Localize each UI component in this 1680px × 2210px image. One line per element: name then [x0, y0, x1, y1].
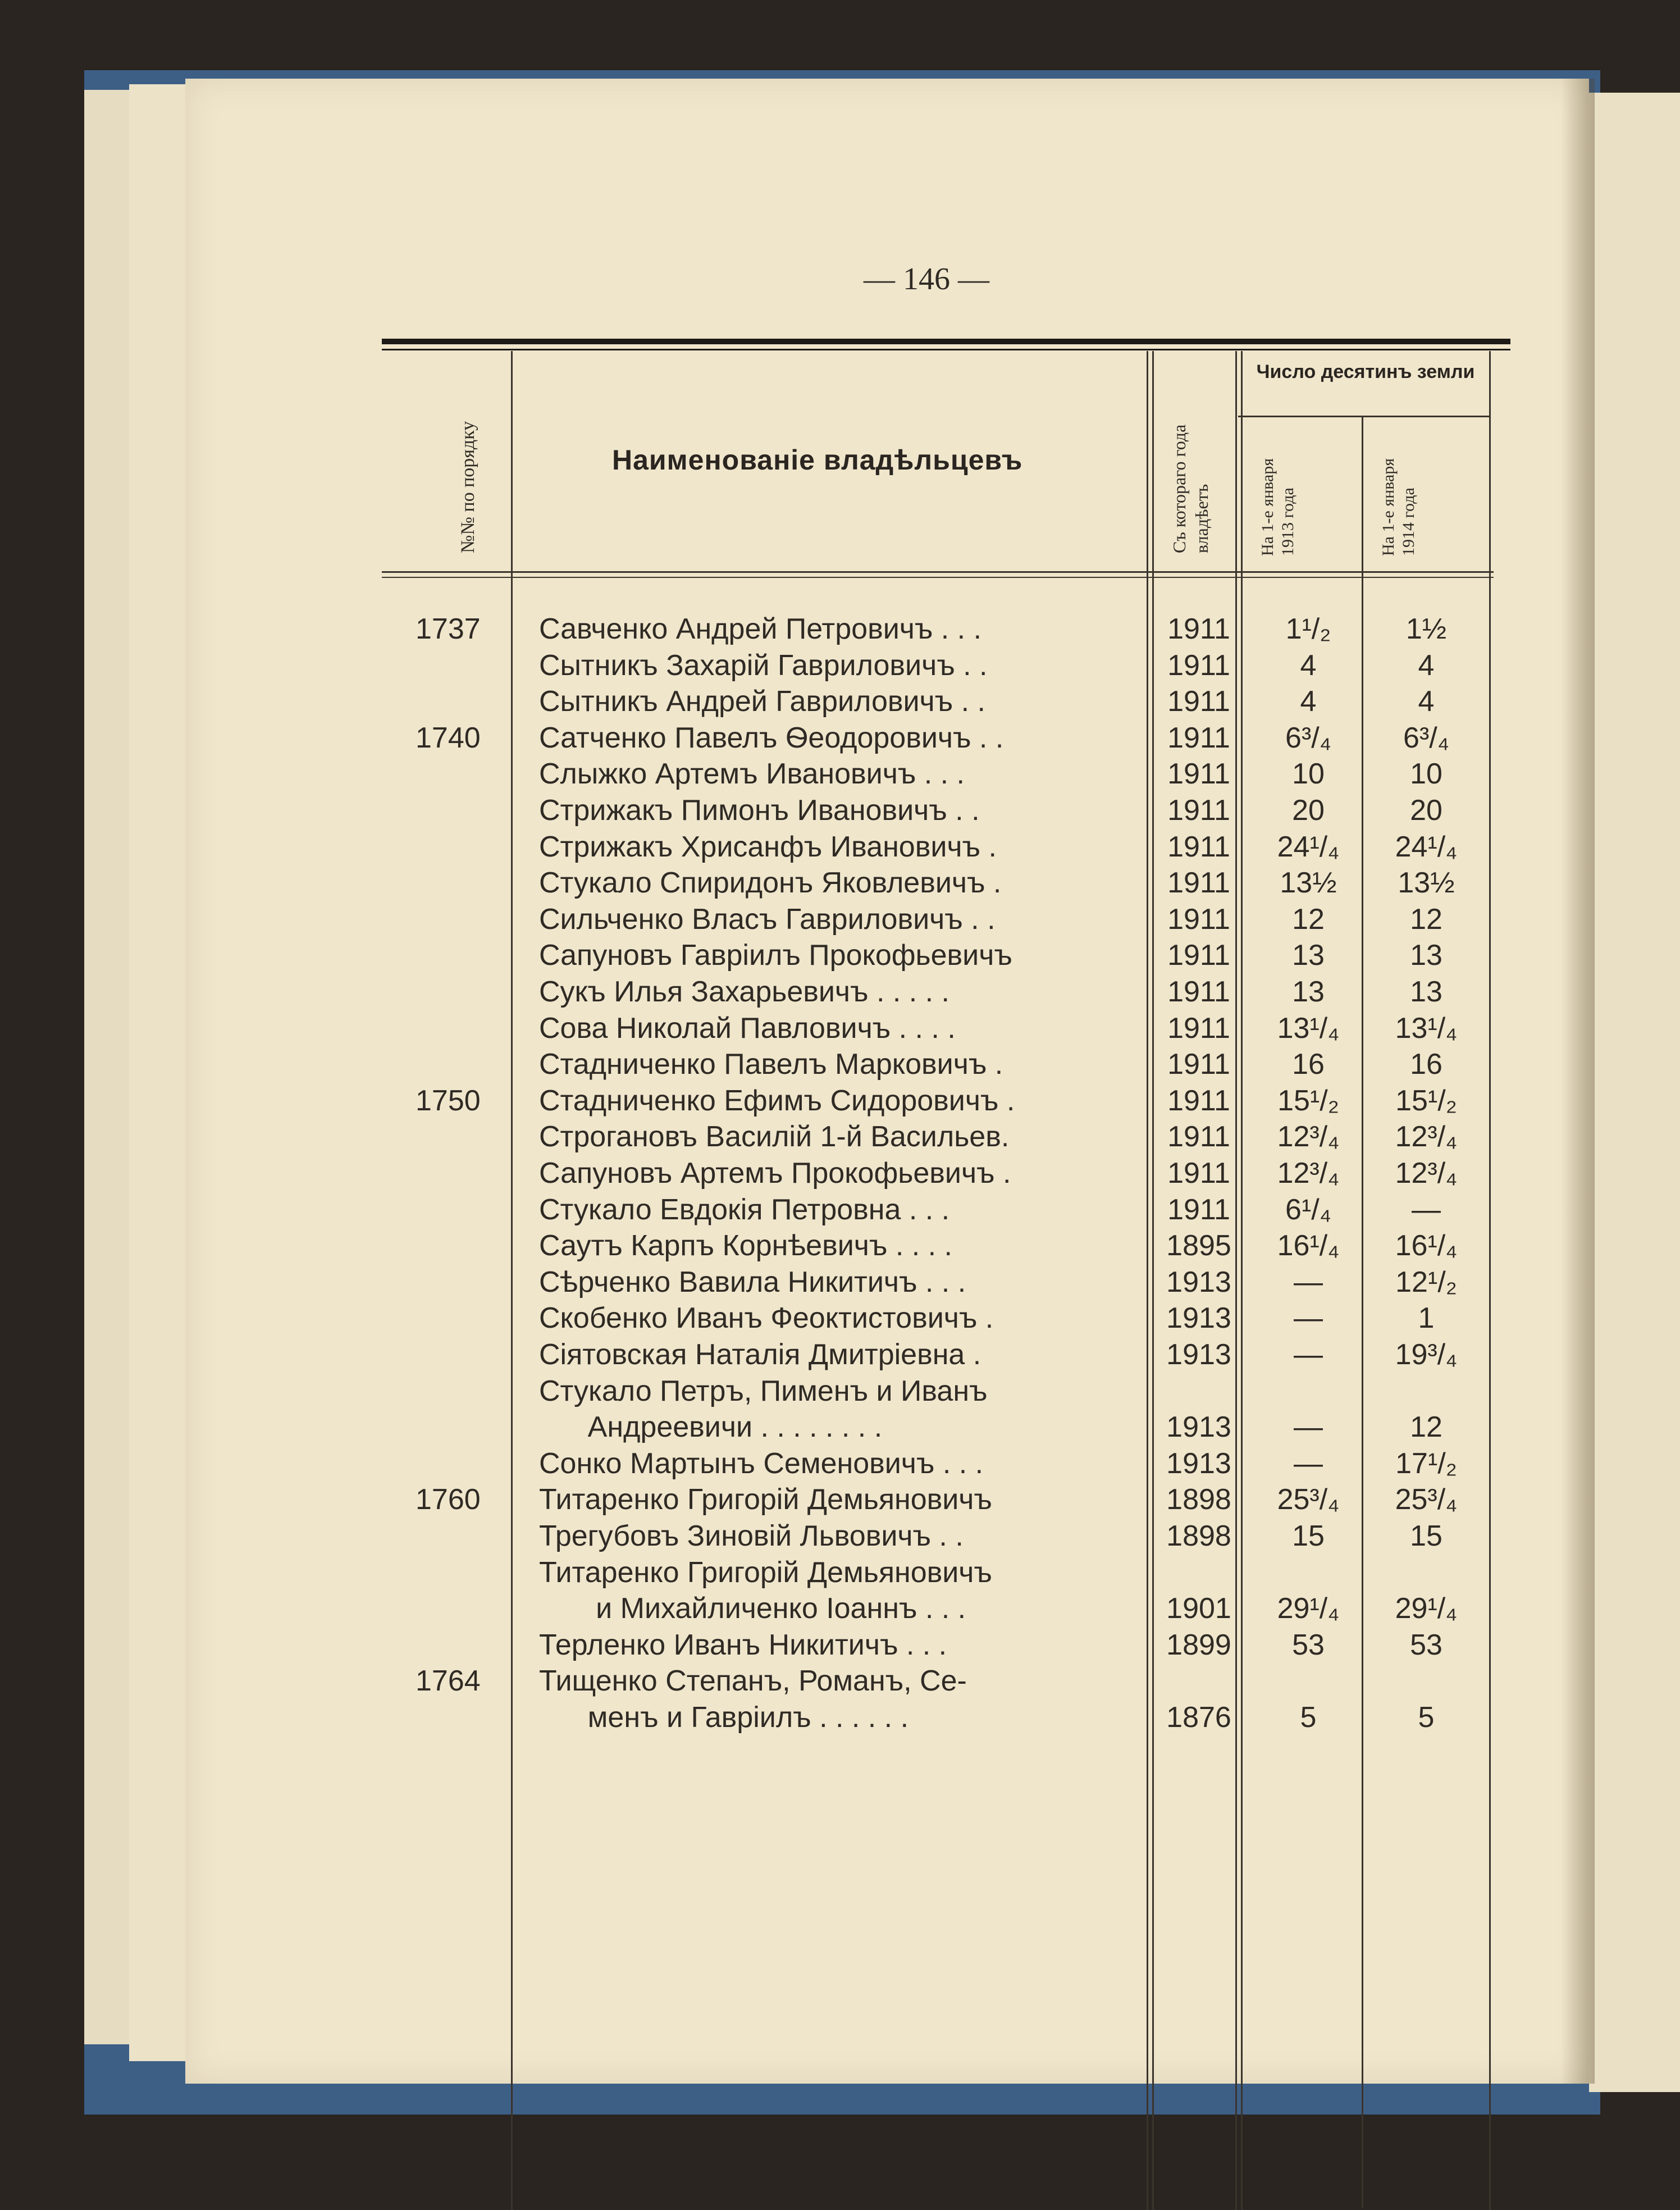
table-row: [0, 1229, 1680, 1265]
owned-since-year: 1911: [1167, 613, 1230, 645]
table-row: [0, 1084, 1680, 1120]
land-1914: 1: [1418, 1302, 1435, 1335]
table-row: [0, 612, 1680, 648]
owned-since-year: 1913: [1166, 1265, 1231, 1298]
owner-name: Стукало Петръ, Пименъ и Иванъ: [539, 1374, 988, 1407]
owned-since-year: 1911: [1167, 649, 1230, 682]
row-number: 1737: [416, 613, 481, 645]
header-year: Съ котораго года владѣетъ: [1169, 424, 1212, 553]
land-1913: —: [1294, 1411, 1323, 1444]
table-top-rule: [382, 339, 1510, 344]
owner-name: Савченко Андрей Петровичъ . . .: [539, 613, 982, 645]
land-1914: 13½: [1398, 867, 1455, 900]
header-owner-name: Наименованіе владѣльцевъ: [612, 444, 1023, 476]
owner-name: Стадниченко Павелъ Марковичъ .: [539, 1048, 1003, 1081]
owner-name: Сонко Мартынъ Семеновичъ . . .: [539, 1447, 984, 1480]
land-1914: 15¹/₂: [1395, 1084, 1457, 1117]
owned-since-year: 1911: [1167, 794, 1230, 827]
owned-since-year: 1911: [1167, 1084, 1230, 1117]
row-number: 1764: [416, 1665, 481, 1698]
land-1914: 6³/₄: [1403, 721, 1449, 754]
header-bottom-rule: [382, 571, 1494, 573]
owned-since-year: 1911: [1167, 867, 1230, 900]
table-row: [0, 1156, 1680, 1192]
table-row: [0, 1011, 1680, 1047]
table-row: [0, 1410, 1680, 1446]
owned-since-year: 1911: [1167, 1193, 1230, 1226]
land-1914: 4: [1418, 649, 1435, 682]
land-1914: 20: [1410, 794, 1442, 827]
owner-name: Титаренко Григорій Демьяновичъ: [539, 1483, 992, 1516]
land-1914: 4: [1418, 685, 1435, 718]
owner-name: Тищенко Степанъ, Романъ, Се-: [539, 1665, 967, 1698]
owned-since-year: 1898: [1166, 1520, 1231, 1552]
land-1913: 13: [1292, 976, 1325, 1008]
land-1914: 5: [1418, 1701, 1435, 1734]
table-row: [0, 830, 1680, 866]
owned-since-year: 1911: [1167, 903, 1230, 936]
land-1913: —: [1294, 1447, 1323, 1480]
header-number: №№ по порядку: [458, 421, 478, 553]
table-row: [0, 1301, 1680, 1337]
owner-name: Стукало Евдокія Петровна . . .: [539, 1193, 950, 1226]
owner-name: Стукало Спиридонъ Яковлевичъ .: [539, 867, 1002, 900]
owned-since-year: 1911: [1167, 721, 1230, 754]
land-1913: —: [1294, 1302, 1323, 1335]
land-1913: 5: [1300, 1701, 1317, 1734]
owner-name: Сытникъ Андрей Гавриловичъ . .: [539, 685, 985, 718]
land-1913: 4: [1300, 649, 1317, 682]
table-row: [0, 1047, 1680, 1083]
table-row: [0, 649, 1680, 685]
owner-name: Титаренко Григорій Демьяновичъ: [539, 1556, 992, 1589]
land-1913: 15: [1292, 1520, 1325, 1552]
table-row: [0, 1374, 1680, 1410]
owner-name: Стрижакъ Пимонъ Ивановичъ . .: [539, 794, 980, 827]
owner-name: Сапуновъ Гавріилъ Прокофьевичъ: [539, 939, 1012, 972]
table-row: [0, 1701, 1680, 1737]
land-1914: 13¹/₄: [1395, 1011, 1458, 1045]
table-row: [0, 1628, 1680, 1664]
owned-since-year: 1911: [1167, 685, 1230, 718]
table-row: [0, 1193, 1680, 1229]
owned-since-year: 1913: [1166, 1302, 1231, 1335]
table-row: [0, 1120, 1680, 1156]
land-1914: 12³/₄: [1395, 1157, 1458, 1190]
land-1913: 12³/₄: [1277, 1157, 1340, 1190]
owned-since-year: 1913: [1166, 1447, 1231, 1480]
owned-since-year: 1898: [1166, 1483, 1231, 1516]
owner-name: Скобенко Иванъ Феоктистовичъ .: [539, 1302, 994, 1335]
table-row: [0, 1592, 1680, 1628]
owner-name: Стадниченко Ефимъ Сидоровичъ .: [539, 1084, 1015, 1117]
table-top-rule-thin: [382, 349, 1510, 350]
table-row: [0, 721, 1680, 757]
land-1914: 15: [1410, 1520, 1442, 1552]
table-row: [0, 903, 1680, 938]
table-row: [0, 1483, 1680, 1519]
land-1914: 16: [1410, 1048, 1442, 1081]
land-1914: 10: [1410, 758, 1442, 791]
table-row: [0, 1556, 1680, 1592]
header-divider: [1238, 416, 1491, 417]
owned-since-year: 1911: [1167, 1048, 1230, 1081]
land-1914: 29¹/₄: [1395, 1592, 1458, 1625]
land-1914: 13: [1410, 939, 1442, 972]
table-row: [0, 975, 1680, 1011]
land-1914: 12³/₄: [1395, 1120, 1458, 1154]
header-land-area: Число десятинъ земли: [1256, 361, 1475, 382]
owned-since-year: 1901: [1166, 1592, 1231, 1625]
land-1913: 25³/₄: [1277, 1483, 1340, 1516]
owner-name: Сытникъ Захарій Гавриловичъ . .: [539, 649, 988, 682]
owner-name: Сѣрченко Вавила Никитичъ . . .: [539, 1265, 966, 1298]
land-1914: 19³/₄: [1395, 1338, 1458, 1371]
table-row: [0, 1447, 1680, 1483]
land-1914: 17¹/₂: [1395, 1447, 1457, 1480]
land-1913: 4: [1300, 685, 1317, 718]
owned-since-year: 1876: [1166, 1701, 1231, 1734]
table-row: [0, 1338, 1680, 1374]
land-1914: 1½: [1405, 613, 1447, 645]
owned-since-year: 1911: [1167, 1011, 1230, 1045]
land-1913: 24¹/₄: [1277, 830, 1340, 863]
row-number: 1750: [416, 1084, 481, 1117]
land-1913: 13½: [1280, 867, 1337, 900]
land-1913: —: [1294, 1338, 1323, 1371]
header-bottom-rule-2: [382, 577, 1494, 578]
owner-name: Трегубовъ Зиновій Львовичъ . .: [539, 1520, 964, 1552]
page-number: — 146 —: [864, 262, 989, 297]
owner-name: Сатченко Павелъ Ѳеодоровичъ . .: [539, 721, 1004, 754]
land-1913: 6³/₄: [1285, 721, 1331, 754]
owner-name: Строгановъ Василій 1-й Васильев.: [539, 1120, 1010, 1154]
owner-name: Терленко Иванъ Никитичъ . . .: [539, 1628, 947, 1661]
land-1914: 12: [1410, 903, 1442, 936]
land-1914: 12: [1410, 1411, 1442, 1444]
land-1914: —: [1412, 1193, 1441, 1226]
land-1913: 16¹/₄: [1277, 1229, 1340, 1263]
table-row: [0, 866, 1680, 902]
land-1914: 53: [1410, 1628, 1442, 1661]
table-row: [0, 1519, 1680, 1555]
owned-since-year: 1899: [1166, 1628, 1231, 1661]
table-row: [0, 685, 1680, 721]
land-1913: 6¹/₄: [1285, 1193, 1331, 1226]
land-1913: 15¹/₂: [1277, 1084, 1339, 1117]
land-1913: 29¹/₄: [1277, 1592, 1340, 1625]
owner-name: Андреевичи . . . . . . . .: [539, 1411, 883, 1444]
land-1914: 16¹/₄: [1395, 1229, 1458, 1263]
table-row: [0, 938, 1680, 974]
owned-since-year: 1911: [1167, 939, 1230, 972]
land-1914: 24¹/₄: [1395, 830, 1458, 863]
land-1914: 12¹/₂: [1395, 1265, 1457, 1298]
owner-name: Сіятовская Наталія Дмитріевна .: [539, 1338, 981, 1371]
owned-since-year: 1911: [1167, 976, 1230, 1008]
land-1913: 10: [1292, 758, 1325, 791]
land-1913: 20: [1292, 794, 1325, 827]
row-number: 1740: [416, 721, 481, 754]
land-1913: 13¹/₄: [1277, 1011, 1340, 1045]
owner-name: Саутъ Карпъ Корнѣевичъ . . . .: [539, 1229, 952, 1263]
land-1913: 13: [1292, 939, 1325, 972]
owned-since-year: 1895: [1166, 1229, 1231, 1263]
land-1914: 25³/₄: [1395, 1483, 1458, 1516]
table-row: [0, 1664, 1680, 1700]
table-row: [0, 794, 1680, 830]
land-1913: 12: [1292, 903, 1325, 936]
land-1913: 53: [1292, 1628, 1325, 1661]
land-1914: 13: [1410, 976, 1442, 1008]
owner-name: менъ и Гавріилъ . . . . . .: [539, 1701, 909, 1734]
owner-name: Сова Николай Павловичъ . . . .: [539, 1011, 956, 1045]
owned-since-year: 1911: [1167, 758, 1230, 791]
owner-name: и Михайличенко Іоаннъ . . .: [539, 1592, 966, 1625]
owner-name: Сукъ Илья Захарьевичъ . . . . .: [539, 976, 949, 1008]
table-row: [0, 757, 1680, 793]
table-row: [0, 1265, 1680, 1301]
owned-since-year: 1911: [1167, 830, 1230, 863]
land-1913: —: [1294, 1265, 1323, 1298]
land-1913: 12³/₄: [1277, 1120, 1340, 1154]
owner-name: Сапуновъ Артемъ Прокофьевичъ .: [539, 1157, 1011, 1190]
header-1913: На 1-е января 1913 года: [1258, 458, 1297, 556]
owner-name: Сильченко Власъ Гавриловичъ . .: [539, 903, 996, 936]
owner-name: Стрижакъ Хрисанфъ Ивановичъ .: [539, 830, 997, 863]
owned-since-year: 1911: [1167, 1157, 1230, 1190]
owned-since-year: 1913: [1166, 1338, 1231, 1371]
owned-since-year: 1911: [1167, 1120, 1230, 1154]
owner-name: Слыжко Артемъ Ивановичъ . . .: [539, 758, 965, 791]
owned-since-year: 1913: [1166, 1411, 1231, 1444]
land-1913: 1¹/₂: [1285, 613, 1331, 645]
header-1914: На 1-е января 1914 года: [1379, 458, 1418, 556]
land-1913: 16: [1292, 1048, 1325, 1081]
row-number: 1760: [416, 1483, 481, 1516]
